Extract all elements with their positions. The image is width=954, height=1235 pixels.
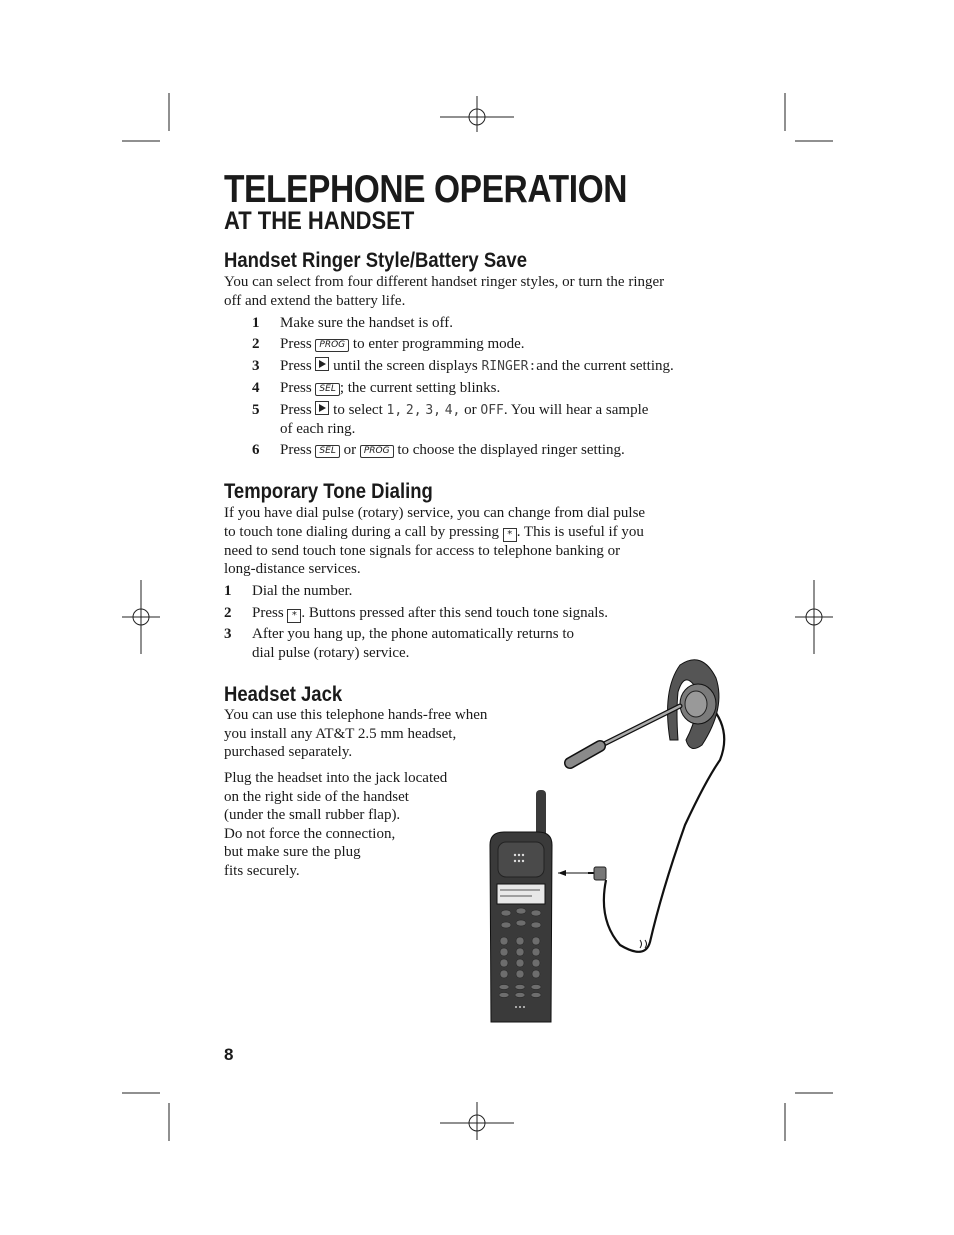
tone-intro-text: to touch tone dialing during a call by pressing bbox=[224, 523, 499, 540]
step-text: Press bbox=[280, 336, 312, 352]
tone-step-1 bbox=[224, 582, 352, 601]
plug-icon bbox=[594, 867, 606, 880]
step-text: to select bbox=[333, 402, 383, 418]
tone-step-3-cont: dial pulse (rotary) service. bbox=[252, 645, 410, 661]
lcd-text: 3, bbox=[425, 403, 441, 418]
ringer-step-5-cont: of each ring. bbox=[280, 421, 356, 437]
step-number: 1 bbox=[224, 583, 232, 599]
step-number: 5 bbox=[252, 402, 260, 418]
step-text: or bbox=[343, 442, 357, 458]
step-number: 1 bbox=[252, 315, 260, 331]
step-text: until the screen displays bbox=[333, 358, 478, 374]
prog-key-icon: PROG bbox=[360, 445, 394, 458]
star-key-icon: * bbox=[287, 609, 301, 623]
headset-cord-icon bbox=[604, 705, 724, 952]
lcd-text: OFF bbox=[480, 403, 504, 418]
ringer-step-5 bbox=[252, 401, 648, 421]
tone-intro-line: need to send touch tone signals for access to telephone banking or bbox=[224, 542, 621, 559]
step-text: Press bbox=[280, 442, 312, 458]
ringer-heading: Handset Ringer Style/Battery Save bbox=[224, 249, 527, 272]
page-subtitle: AT THE HANDSET bbox=[224, 207, 415, 235]
step-number: 2 bbox=[224, 605, 232, 621]
ringer-step-6 bbox=[252, 441, 625, 460]
step-text: Press bbox=[280, 380, 312, 396]
tone-step-2 bbox=[224, 604, 608, 623]
step-text: and the current setting. bbox=[536, 358, 674, 374]
ringer-intro-line: You can select from four different handset ringer styles, or turn the ringer bbox=[224, 274, 665, 290]
step-text: After you hang up, the phone automatically returns to bbox=[252, 626, 574, 642]
step-text: Dial the number. bbox=[252, 583, 353, 599]
step-text: ; the current setting blinks. bbox=[339, 380, 501, 396]
lcd-text: 2, bbox=[405, 403, 422, 418]
tone-intro-line: long-distance services. bbox=[224, 561, 361, 578]
tone-intro-line: If you have dial pulse (rotary) service, you can change from dial pulse bbox=[224, 505, 646, 521]
page-title: TELEPHONE OPERATION bbox=[224, 168, 628, 211]
page-number: 8 bbox=[224, 1045, 234, 1064]
prog-key-icon: PROG bbox=[315, 339, 349, 352]
right-arrow-key-icon bbox=[315, 357, 329, 371]
step-text: to enter programming mode. bbox=[352, 336, 525, 352]
sel-key-icon: SEL bbox=[315, 383, 339, 396]
ringer-intro bbox=[224, 273, 744, 310]
headset-line: but make sure the plug bbox=[224, 844, 361, 861]
headset-heading: Headset Jack bbox=[224, 683, 343, 706]
lcd-text: 1, bbox=[386, 403, 403, 418]
step-text: . Buttons pressed after this send touch tone signals. bbox=[301, 605, 609, 621]
headset-line: you install any AT&T 2.5 mm headset, bbox=[224, 725, 457, 742]
tone-step-3 bbox=[224, 625, 574, 644]
step-text: or bbox=[464, 402, 477, 418]
ringer-step-2 bbox=[252, 335, 525, 354]
ringer-step-3 bbox=[252, 357, 674, 377]
tone-intro bbox=[224, 504, 724, 579]
tone-intro-text: . This is useful if you bbox=[516, 523, 644, 540]
headset-line: (under the small rubber flap). bbox=[224, 807, 401, 824]
display-icon bbox=[497, 884, 545, 904]
headset-line: on the right side of the handset bbox=[224, 788, 409, 805]
lcd-text: 4, bbox=[444, 403, 461, 418]
step-number: 3 bbox=[252, 358, 260, 374]
headset-line: purchased separately. bbox=[224, 744, 353, 761]
headset-line: fits securely. bbox=[224, 862, 300, 879]
lcd-text: RINGER: bbox=[481, 359, 537, 374]
tone-intro-line bbox=[224, 523, 724, 542]
step-text: Make sure the handset is off. bbox=[280, 315, 454, 331]
step-number: 2 bbox=[252, 336, 260, 352]
star-key-icon: * bbox=[503, 528, 517, 542]
step-text: Press bbox=[280, 402, 312, 418]
step-number: 6 bbox=[252, 442, 260, 458]
tone-heading: Temporary Tone Dialing bbox=[224, 480, 433, 503]
ringer-step-4 bbox=[252, 379, 500, 398]
earpiece-icon bbox=[498, 842, 544, 877]
handset-headset-illustration bbox=[480, 650, 780, 1030]
step-text: to choose the displayed ringer setting. bbox=[397, 442, 625, 458]
step-text: . You will hear a sample bbox=[503, 402, 649, 418]
right-arrow-key-icon bbox=[315, 401, 329, 415]
headset-para-2 bbox=[224, 769, 494, 881]
headset-line: You can use this telephone hands-free when bbox=[224, 707, 488, 723]
ringer-step-1 bbox=[252, 314, 453, 333]
step-number: 4 bbox=[252, 380, 260, 396]
ringer-intro-line: off and extend the battery life. bbox=[224, 292, 406, 309]
sel-key-icon: SEL bbox=[315, 445, 339, 458]
headset-line: Plug the headset into the jack located bbox=[224, 770, 448, 786]
headset-line: Do not force the connection, bbox=[224, 825, 396, 842]
step-number: 3 bbox=[224, 626, 232, 642]
step-text: Press bbox=[252, 605, 284, 621]
step-text: Press bbox=[280, 358, 312, 374]
